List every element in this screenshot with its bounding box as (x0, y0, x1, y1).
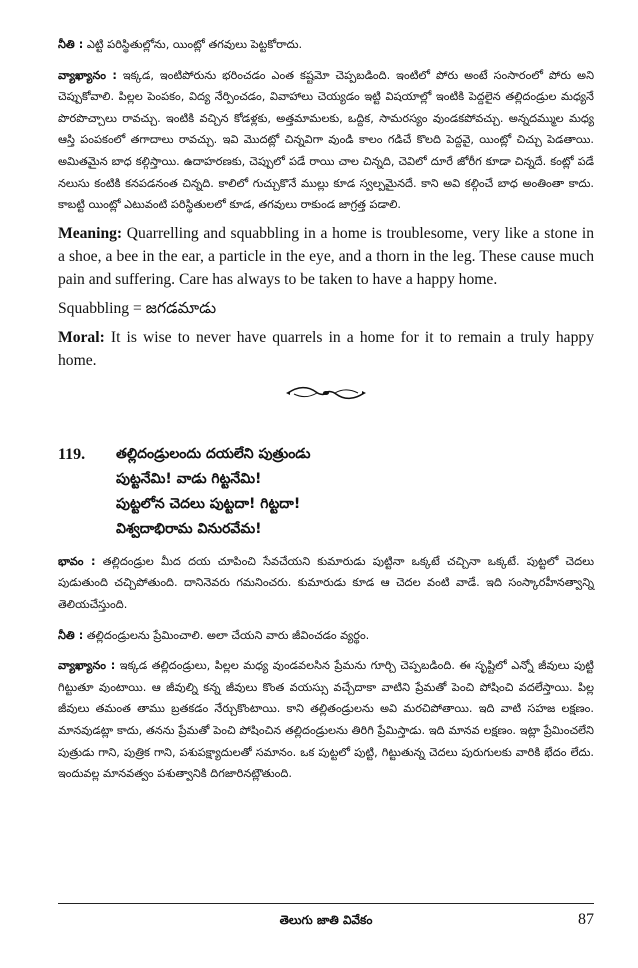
meaning-text: Quarrelling and squabbling in a home is troublesome, very like a stone in a shoe, a bee in the ear, a particle in the eye, and a thorn in the leg. These cause much pain and suffering. Care has always to be taken to have a happy home. (58, 224, 594, 288)
page-body (58, 34, 594, 785)
moral-text: It is wise to never have quarrels in a home for it to remain a truly happy home. (58, 328, 594, 369)
flourish-ornament-icon (284, 384, 368, 402)
verse-vyakhyanam-text: ఇక్కడ తల్లిదండ్రులు, పిల్లల మధ్య వుండవలసిన ప్రేమను గూర్చి చెప్పబడింది. ఈ సృష్టిలో ఎన్నో జీవులు పుట్టి గిట్టుతూ వుంటాయి. ఆ జీవుల్ని కన్న జీవులు కొంత వయస్సు వచ్చేదాకా వాటిని ప్రేమతో పెంచి పోషించి వదలేస్తాయి. పిల్ల జీవులు తమంత తాము బ్రతకడం నేర్చుకొంటాయి. కాని తల్లితండ్రులను అవి మరచిపోతాయి. ఇది వాటి సహజ లక్షణం. మానవుడట్లా కాదు, తనను ప్రేమతో పెంచి పోషించిన తల్లిదండ్రులను తిరిగి ప్రేమిస్తాడు. ఇది మానవ లక్షణం. ఇట్లా ప్రేమించలేని పుత్రుడు గాని, పుత్రిక గాని, పశుపక్ష్యాదులతో సమానం. ఒక పుట్టలో పుట్టి, గిట్టుతున్న చెదలు పురుగులకు వారికి భేదం లేదు. ఇందువల్ల మానవత్వం పశుత్వానికి దిగజారినట్లౌతుంది. (58, 659, 595, 781)
verse-number: 119. (58, 445, 86, 463)
glossary-line: Squabbling = జగడమాడు (58, 299, 217, 317)
verse-line: పుట్టలోన చెదలు పుట్టదా! గిట్టదా! (116, 495, 301, 512)
page-footer (58, 909, 594, 931)
vyakhyanam-label: వ్యాఖ్యానం : (58, 68, 117, 82)
neeti-label: నీతి : (58, 38, 84, 51)
verse-neeti-text: తల్లిదండ్రులను ప్రేమించాలి. అలా చేయని వారు జీవించడం వ్యర్థం. (86, 628, 370, 642)
verse-neeti-paragraph (58, 625, 594, 647)
verse-neeti-label: నీతి : (58, 628, 84, 642)
verse-line: తల్లిదండ్రులందు దయలేని పుత్రుండు (116, 445, 311, 462)
verse-line: విశ్వదాభిరామ వినురవేమ! (116, 520, 262, 537)
section-divider-ornament (58, 384, 594, 404)
meaning-paragraph (58, 222, 594, 291)
verse-vyakhyanam-label: వ్యాఖ్యానం : (58, 659, 116, 673)
neeti-text: ఎట్టి పరిస్థితుల్లోను, యింట్లో తగవులు పెట్టకోరాదు. (86, 38, 303, 51)
bhavam-label: భావం : (58, 554, 96, 568)
page-number: 87 (578, 911, 594, 928)
moral-paragraph (58, 326, 594, 372)
verse-line: పుట్టనేమి! వాడు గిట్టనేమి! (116, 470, 262, 487)
verse-vyakhyanam-paragraph (58, 655, 594, 785)
vyakhyanam-paragraph (58, 65, 594, 216)
bhavam-text: తల్లిదండ్రుల మీద దయ చూపించి సేవచేయని కుమారుడు పుట్టినా ఒక్కటే చచ్చినా ఒక్కటే. పుట్టలో చెదలు పుడుతుంది చచ్చిపోతుంది. దానినెవరు గమనించరు. కుమారుడు కూడ ఆ చెదల వంటి వాడే. ఇది సంస్కారహీనత్వాన్ని తెలియచేస్తుంది. (58, 554, 594, 611)
footer-divider (58, 903, 594, 904)
bhavam-paragraph (58, 551, 594, 616)
moral-label: Moral: (58, 328, 105, 346)
meaning-label: Meaning: (58, 224, 123, 242)
verse-lines (116, 442, 311, 542)
book-title: తెలుగు జాతి వివేకం (279, 913, 373, 927)
vyakhyanam-text: ఇక్కడ, ఇంటిపోరును భరించడం ఎంత కష్టమో చెప్పబడింది. ఇంటిలో పోరు అంటే సంసారంలో పోరు అని చెప్పుకోవాలి. పిల్లల పెంపకం, విద్య నేర్పించడం, వివాహాలు చెయ్యడం ఇట్టి విషయాల్లో ఇంటికి పెద్దలైన తల్లిదండ్రుల మధ్యనే పొరపొచ్చాలు రావచ్చు. ఇంటికి వచ్చిన కోడళ్లకు, అత్తమామలకు, ఒద్దిక, సామరస్యం వుండకపోవచ్చు. అన్నదమ్ముల మధ్య ఆస్తి పంపకంలో తగాదాలు రావచ్చు. ఇవి మొదట్లో చిన్నవిగా వుండి కాలం గడిచే కొలది పెద్దవై, యింట్లో చిచ్చు పెడతాయి. అమితమైన బాధ కల్గిస్తాయి. ఉదాహరణకు, చెప్పులో పడే రాయి చాల చిన్నది, చెవిలో దూరే జోరీగ కూడా చిన్నదే. కంట్లో పడే నలుసు కంటికి కనపడనంత చిన్నది. కాలిలో గుచ్చుకొనే ముల్లు కూడ స్వల్పమైనదే. కాని అవి కల్గించే బాధ అంతింతా కాదు. కాబట్టి యింట్లో ఎటువంటి పరిస్థితులలో కూడ, తగవులు రాకుండ జాగ్రత్త పడాలి. (58, 68, 594, 212)
verse-block (58, 442, 594, 542)
neeti-paragraph (58, 34, 594, 56)
